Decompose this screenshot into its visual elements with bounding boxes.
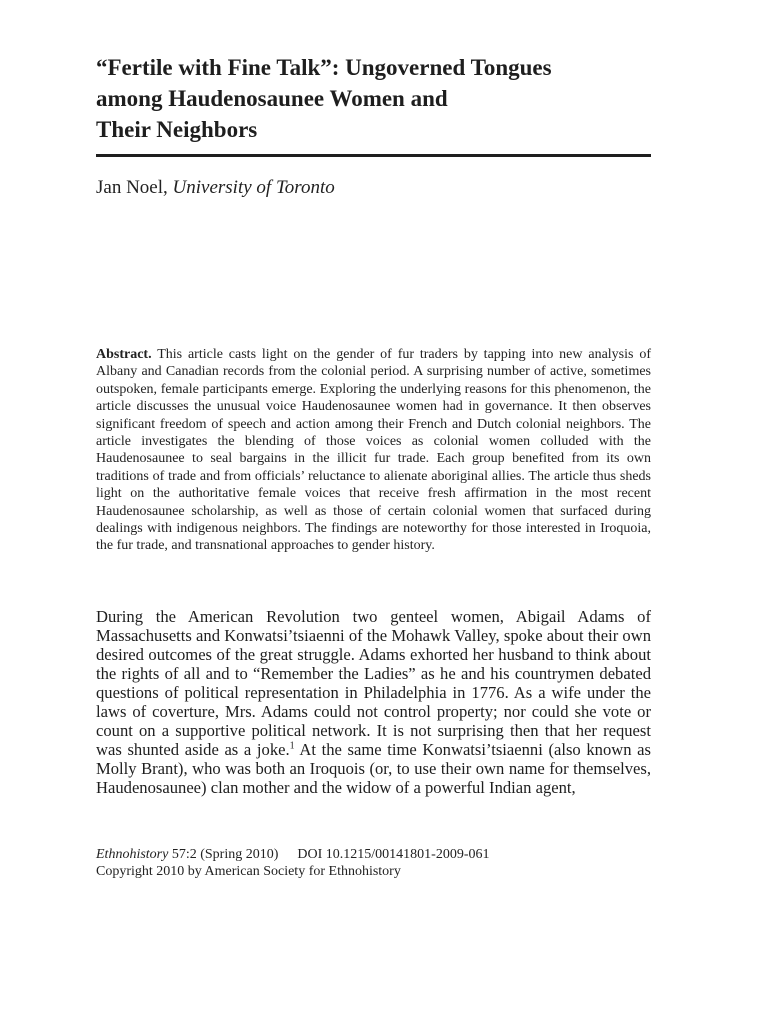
author-line [96, 177, 651, 199]
copyright-line: Copyright 2010 by American Society for Ethnohistory [96, 864, 401, 879]
citation-footer [96, 846, 651, 880]
body-text-part-1: During the American Revolution two genteel women, Abigail Adams of Massachusetts and Konwatsi’tsiaenni of the Mohawk Valley, spoke about their own desired outcomes of the great struggle. Adams exhorted her husband to think about the rights of all and to “Remember the Ladies” as he and his countrymen debated questions of political representation in Philadelphia in 1776. As a wife under the laws of coverture, Mrs. Adams could not control property; nor could she vote or count on a supportive political network. It is not surprising then that her request was shunted aside as a joke. [96, 607, 651, 759]
footnote-marker: 1 [289, 740, 295, 752]
title-line-3: Their Neighbors [96, 117, 258, 142]
title-line-1: “Fertile with Fine Talk”: Ungoverned Tongues [96, 55, 552, 80]
author-name: Jan Noel, [96, 177, 168, 198]
doi-text: DOI 10.1215/00141801-2009-061 [297, 847, 490, 862]
title-rule [96, 154, 651, 157]
abstract [96, 346, 651, 555]
article-page [96, 52, 652, 879]
body-text-part-2: At the same time Konwatsi’tsiaenni (also known as Molly Brant), who was both an Iroquois (or, to use their own name for themselves, Haudenosaunee) clan mother and the widow of a powerful Indian agent, [96, 740, 652, 797]
author-affiliation: University of Toronto [172, 177, 335, 198]
abstract-text: This article casts light on the gender of fur traders by tapping into new analysis of Albany and Canadian records from the colonial period. A surprising number of active, sometimes outspoken, female participants emerge. Exploring the underlying reasons for this phenomenon, the article discusses the unusual voice Haudenosaunee women had in governance. It then observes significant freedom of speech and action among their French and Dutch colonial neighbors. The article investigates the blending of those voices as colonial women colluded with the Haudenosaunee to seal bargains in the illicit fur trade. Each group benefited from its own traditions of trade and from officials’ reluctance to alienate aboriginal allies. The article thus sheds light on the authoritative female voices that receive fresh affirmation in the most recent Haudenosaunee scholarship, as well as those of certain colonial women that surfaced during dealings with indigenous neighbors. The findings are noteworthy for those interested in Iroquoia, the fur trade, and transnational approaches to gender history. [96, 347, 651, 554]
citation-line [96, 846, 651, 863]
title-line-2: among Haudenosaunee Women and [96, 86, 448, 111]
journal-name: Ethnohistory [96, 847, 169, 862]
body-paragraph [96, 607, 651, 797]
article-title [96, 52, 651, 145]
journal-issue: 57:2 (Spring 2010) [171, 847, 279, 862]
abstract-label: Abstract. [96, 347, 152, 362]
